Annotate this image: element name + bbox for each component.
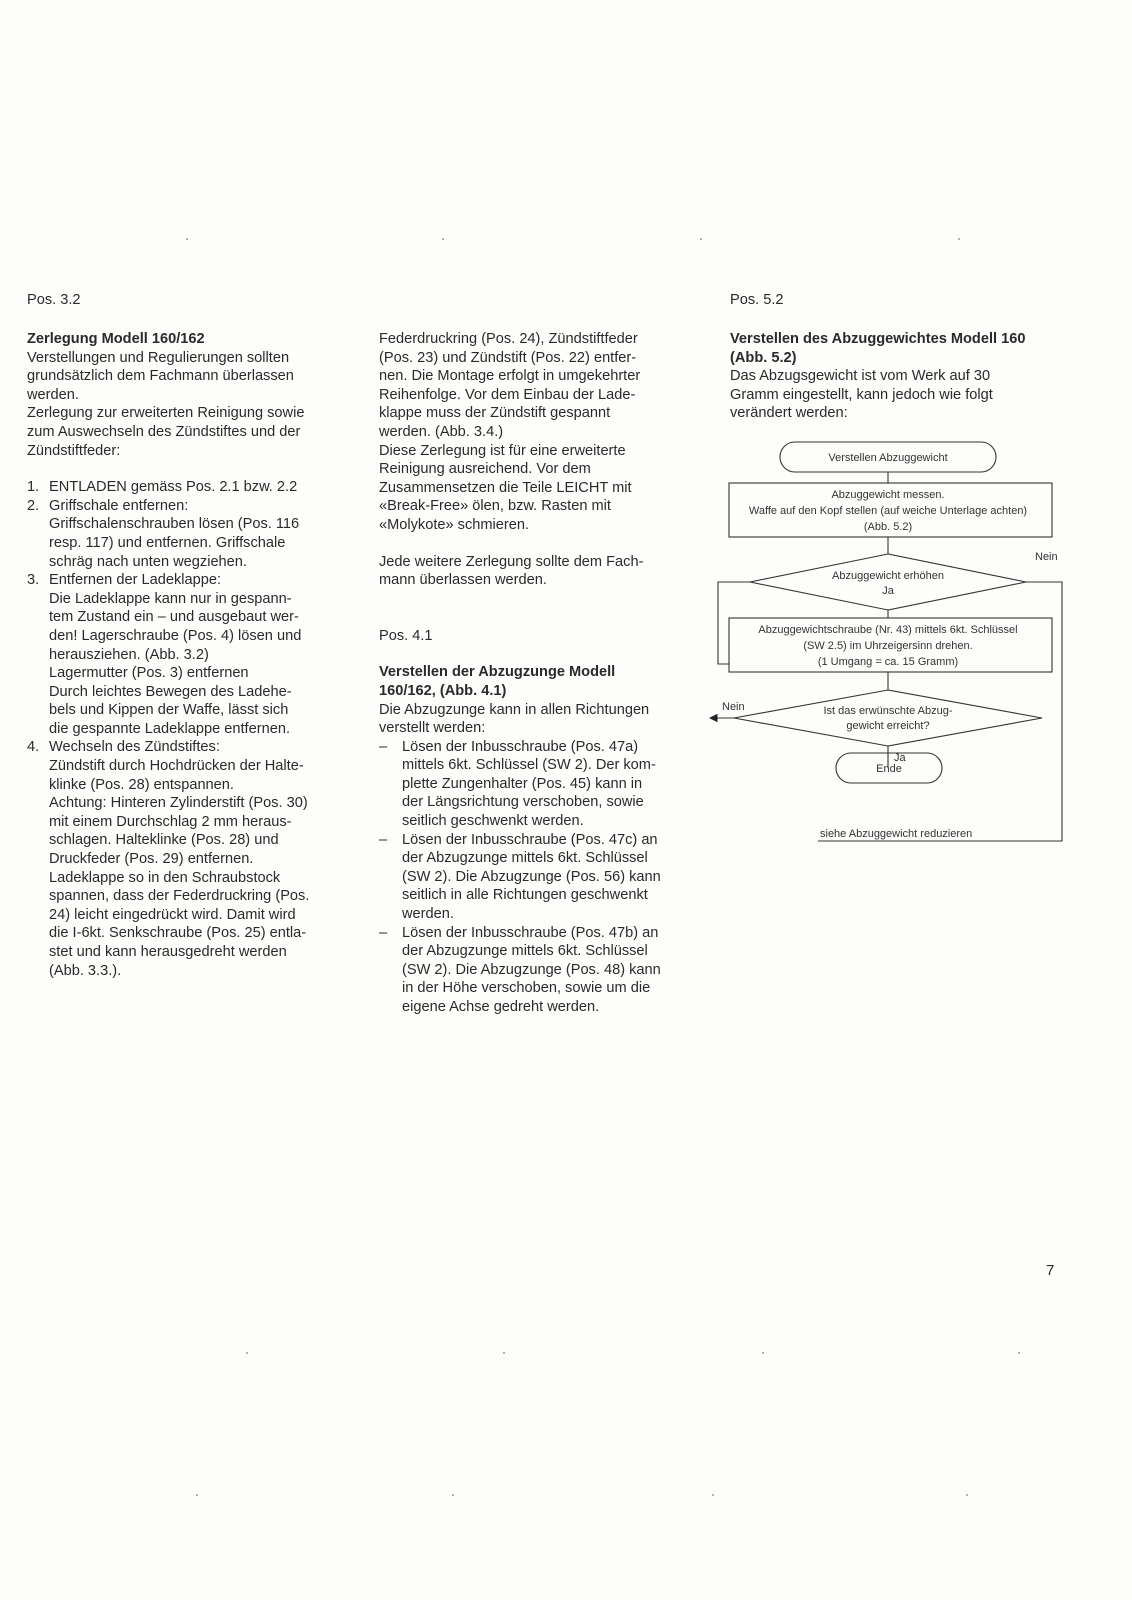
text-line: die gespannte Ladeklappe entfernen. — [49, 720, 290, 737]
text-line: Lösen der Inbusschraube (Pos. 47c) an — [402, 831, 658, 848]
bullet-dash: – — [379, 738, 388, 755]
text-line: Verstellen der Abzugzunge Modell — [379, 664, 616, 681]
flow-reduce-text: siehe Abzuggewicht reduzieren — [820, 828, 973, 840]
bullet-dash: – — [379, 831, 388, 848]
text-line: Lagermutter (Pos. 3) entfernen — [49, 665, 249, 682]
text-line: Achtung: Hinteren Zylinderstift (Pos. 30) — [49, 795, 308, 812]
scan-speck — [196, 1494, 198, 1496]
text-line: Durch leichtes Bewegen des Ladehe- — [49, 683, 292, 700]
text-line: mann überlassen werden. — [379, 572, 547, 589]
trigger-weight-flowchart — [700, 440, 1072, 860]
text-line: Diese Zerlegung ist für eine erweiterte — [379, 442, 626, 459]
flow-start-text: Verstellen Abzuggewicht — [828, 452, 948, 464]
flow-action-text: (SW 2.5) im Uhrzeigersinn drehen. — [803, 640, 973, 652]
step-item — [27, 478, 357, 497]
text-line: verändert werden: — [730, 405, 848, 422]
scan-speck — [452, 1494, 454, 1496]
text-line: mit einem Durchschlag 2 mm heraus- — [49, 813, 292, 830]
text-line: Die Abzugzunge kann in allen Richtungen — [379, 701, 650, 718]
text-line: werden. (Abb. 3.4.) — [379, 423, 504, 440]
text-line: (Abb. 3.3.). — [49, 962, 122, 979]
text-line: bels und Kippen der Waffe, lässt sich — [49, 702, 289, 719]
scan-speck — [503, 1352, 505, 1354]
scan-speck — [762, 1352, 764, 1354]
list-item — [379, 738, 709, 831]
text-line: herausziehen. (Abb. 3.2) — [49, 646, 209, 663]
text-line: Zündstift durch Hochdrücken der Halte- — [49, 758, 304, 775]
step-item — [27, 497, 357, 571]
page-number: 7 — [1046, 1262, 1055, 1279]
middle-heading — [379, 663, 709, 700]
right-column — [730, 330, 1080, 423]
text-line: Wechseln des Zündstiftes: — [49, 739, 220, 756]
step-number: 3. — [27, 572, 40, 589]
text-line: Ladeklappe so in den Schraubstock — [49, 869, 281, 886]
flow-decision2-text: gewicht erreicht? — [846, 720, 930, 732]
flow-measure-text: (Abb. 5.2) — [863, 521, 913, 533]
flow-decision-increase — [750, 554, 1026, 610]
text-line: Verstellen des Abzuggewichtes Modell 160 — [730, 331, 1026, 347]
text-line: Druckfeder (Pos. 29) entfernen. — [49, 851, 254, 868]
left-column — [27, 330, 357, 980]
text-line: Federdruckring (Pos. 24), Zündstiftfeder — [379, 331, 638, 347]
scan-speck — [442, 238, 444, 240]
text-line: Verstellungen und Regulierungen sollten — [27, 349, 290, 366]
flow-decision1-text: Abzuggewicht erhöhen — [832, 570, 944, 582]
text-line: tem Zustand ein – und ausgebaut wer- — [49, 609, 299, 626]
middle-intro — [379, 701, 709, 738]
scan-speck — [712, 1494, 714, 1496]
text-line: spannen, dass der Federdruckring (Pos. — [49, 888, 310, 905]
text-line: plette Zungenhalter (Pos. 45) kann in — [402, 775, 643, 792]
text-line: verstellt werden: — [379, 720, 486, 737]
flow-decision2-text: Ist das erwünschte Abzug- — [823, 705, 953, 717]
text-line: die I-6kt. Senkschraube (Pos. 25) entla- — [49, 925, 307, 942]
text-line: Entfernen der Ladeklappe: — [49, 572, 222, 589]
flow-yes1-text: Ja — [882, 585, 894, 597]
text-line: (SW 2). Die Abzugzunge (Pos. 56) kann — [402, 868, 661, 885]
flow-decision-reached — [734, 690, 1042, 746]
scan-speck — [700, 238, 702, 240]
scan-speck — [186, 238, 188, 240]
right-pos-label: Pos. 5.2 — [730, 292, 784, 308]
text-line: stet und kann herausgedreht werden — [49, 944, 287, 960]
text-line: resp. 117) und entfernen. Griffschale — [49, 534, 286, 551]
text-line: Griffschalenschrauben lösen (Pos. 116 — [49, 516, 300, 533]
left-pos-label: Pos. 3.2 — [27, 292, 81, 308]
text-line: Die Ladeklappe kann nur in gespann- — [49, 590, 292, 607]
flow-end-text: Ende — [876, 763, 902, 775]
scan-speck — [958, 238, 960, 240]
step-number: 2. — [27, 497, 40, 514]
text-line: schlagen. Halteklinke (Pos. 28) und — [49, 832, 279, 849]
bullet-dash: – — [379, 924, 388, 941]
text-line: Reinigung ausreichend. Vor dem — [379, 461, 591, 478]
text-line: Das Abzugsgewicht ist vom Werk auf 30 — [730, 368, 991, 385]
flow-no2-text: Nein — [722, 701, 745, 713]
text-line: Lösen der Inbusschraube (Pos. 47a) — [402, 738, 639, 755]
scan-speck — [1018, 1352, 1020, 1354]
text-line: eigene Achse gedreht werden. — [402, 999, 600, 1015]
text-line: werden. — [27, 386, 79, 403]
text-line: «Molykote» schmieren. — [379, 516, 530, 533]
text-line: grundsätzlich dem Fachmann überlassen — [27, 368, 294, 385]
text-line: der Längsrichtung verschoben, sowie — [402, 794, 644, 811]
step-number: 1. — [27, 479, 40, 496]
middle-column — [379, 330, 709, 1017]
middle-pos-label: Pos. 4.1 — [379, 627, 433, 644]
scan-speck — [966, 1494, 968, 1496]
text-line: Zündstiftfeder: — [27, 442, 121, 459]
text-line: Lösen der Inbusschraube (Pos. 47b) an — [402, 924, 659, 941]
text-line: Zusammensetzen die Teile LEICHT mit — [379, 479, 632, 496]
text-line: zum Auswechseln des Zündstiftes und der — [27, 423, 301, 440]
text-line: in der Höhe verschoben, sowie um die — [402, 980, 651, 997]
text-line: seitlich geschwenkt werden. — [402, 813, 584, 830]
text-line: ENTLADEN gemäss Pos. 2.1 bzw. 2.2 — [49, 479, 298, 496]
left-heading: Zerlegung Modell 160/162 — [27, 331, 205, 347]
disassembly-steps — [27, 478, 357, 980]
text-line: Griffschale entfernen: — [49, 497, 189, 514]
flow-action-text: Abzuggewichtschraube (Nr. 43) mittels 6kt. Schlüssel — [758, 624, 1018, 636]
flow-measure-text: Abzuggewicht messen. — [831, 489, 945, 501]
text-line: nen. Die Montage erfolgt in umgekehrter — [379, 368, 641, 385]
text-line: den! Lagerschraube (Pos. 4) lösen und — [49, 627, 302, 644]
left-intro — [27, 349, 357, 461]
list-item — [379, 831, 709, 924]
text-line: mittels 6kt. Schlüssel (SW 2). Der kom- — [402, 757, 656, 774]
text-line: der Abzugzunge mittels 6kt. Schlüssel — [402, 943, 648, 960]
flow-yes2-text: Ja — [894, 752, 906, 764]
text-line: schräg nach unten wegziehen. — [49, 553, 247, 570]
text-line: werden. — [402, 906, 454, 923]
text-line: «Break-Free» ölen, bzw. Rasten mit — [379, 498, 611, 515]
text-line: (Abb. 5.2) — [730, 349, 797, 366]
text-line: Jede weitere Zerlegung sollte dem Fach- — [379, 553, 644, 570]
scan-speck — [246, 1352, 248, 1354]
text-line: (Pos. 23) und Zündstift (Pos. 22) entfer- — [379, 349, 637, 366]
step-number: 4. — [27, 739, 40, 756]
flow-measure-text: Waffe auf den Kopf stellen (auf weiche Unterlage achten) — [748, 505, 1028, 517]
step-item — [27, 571, 357, 738]
middle-continuation — [379, 330, 709, 535]
adjustment-list — [379, 738, 709, 1017]
text-line: klinke (Pos. 28) entspannen. — [49, 776, 234, 793]
middle-note — [379, 553, 709, 590]
text-line: der Abzugzunge mittels 6kt. Schlüssel — [402, 850, 648, 867]
flow-loop-line — [718, 582, 750, 664]
flow-action-text: (1 Umgang = ca. 15 Gramm) — [817, 656, 959, 668]
right-intro — [730, 367, 1080, 423]
text-line: Gramm eingestellt, kann jedoch wie folgt — [730, 386, 993, 403]
right-heading — [730, 330, 1080, 367]
step-item — [27, 738, 357, 980]
text-line: 160/162, (Abb. 4.1) — [379, 682, 507, 699]
text-line: Reihenfolge. Vor dem Einbau der Lade- — [379, 386, 636, 403]
list-item — [379, 924, 709, 1017]
text-line: seitlich in alle Richtungen geschwenkt — [402, 887, 648, 904]
text-line: 24) leicht eingedrückt wird. Damit wird — [49, 906, 296, 923]
text-line: (SW 2). Die Abzugzunge (Pos. 48) kann — [402, 961, 661, 978]
flow-no1-text: Nein — [1035, 551, 1058, 563]
text-line: Zerlegung zur erweiterten Reinigung sowie — [27, 405, 305, 422]
text-line: klappe muss der Zündstift gespannt — [379, 405, 611, 422]
